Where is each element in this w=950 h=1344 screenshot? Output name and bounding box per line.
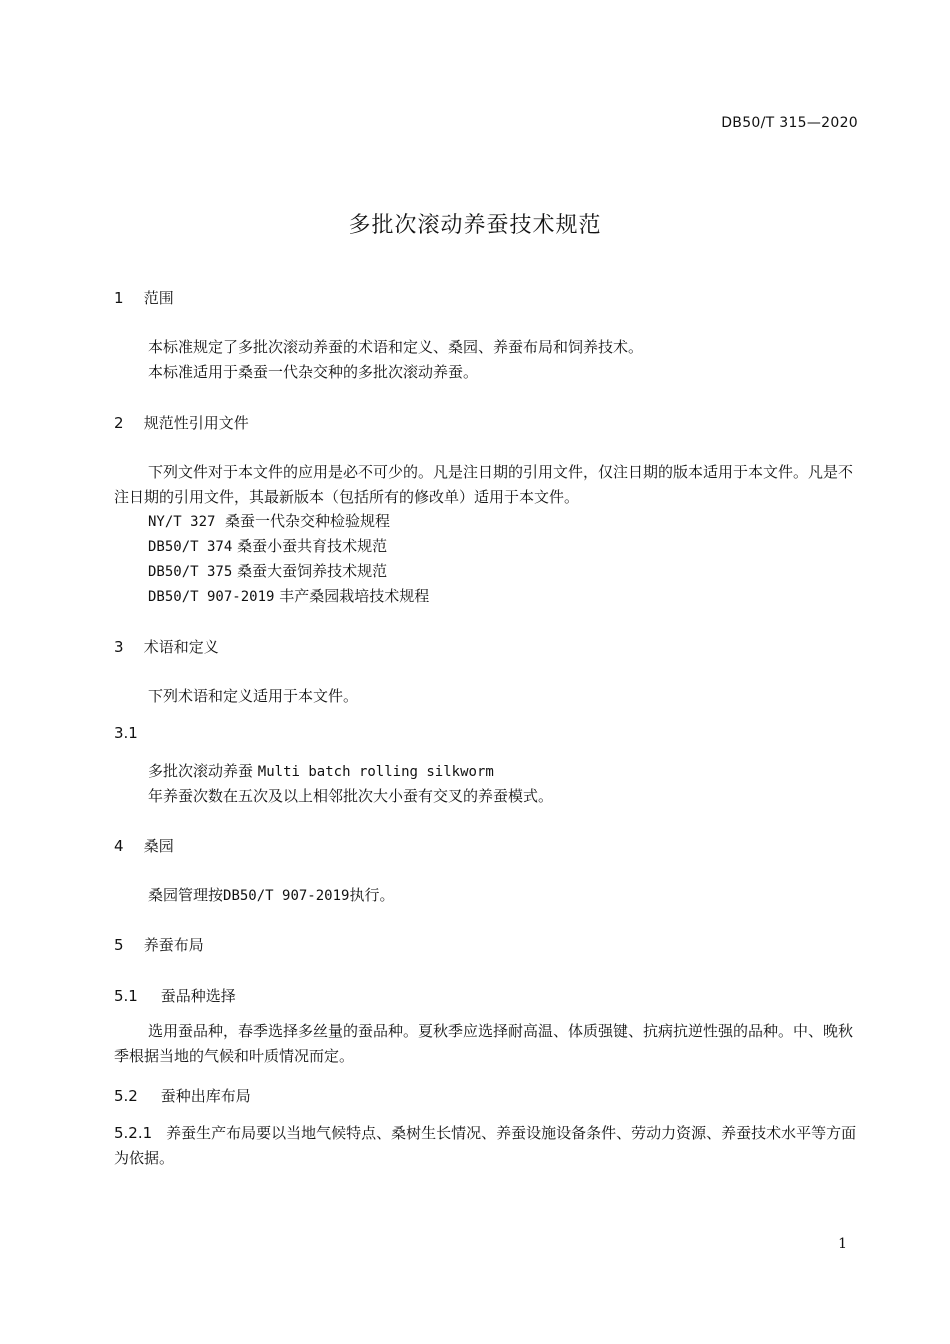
paragraph <box>148 884 394 905</box>
reference-title: 桑蚕大蚕饲养技术规范 <box>237 562 388 580</box>
section-number: 1 <box>114 289 124 307</box>
paragraph: 选用蚕品种，春季选择多丝量的蚕品种。夏秋季应选择耐高温、体质强键、抗病抗逆性强的品种。中、晚秋季根据当地的气候和叶质情况而定。 <box>114 1022 854 1065</box>
standard-code: DB50/T 907-2019 <box>223 888 350 904</box>
section-number: 5.1 <box>114 987 138 1005</box>
section-title: 规范性引用文件 <box>143 414 249 432</box>
document-title: 多批次滚动养蚕技术规范 <box>348 213 602 238</box>
paragraph: 本标准规定了多批次滚动养蚕的术语和定义、桑园、养蚕布局和饲养技术。 <box>148 338 644 356</box>
reference-item <box>148 510 390 531</box>
section-number: 5.2 <box>114 1087 138 1105</box>
section-title: 蚕品种选择 <box>160 987 236 1005</box>
term-english: Multi batch rolling silkworm <box>257 764 494 780</box>
paragraph-5-2-1 <box>114 1121 860 1171</box>
reference-item <box>148 585 429 606</box>
section-title: 蚕种出库布局 <box>160 1087 251 1105</box>
section-heading-5 <box>114 934 204 955</box>
section-heading-1 <box>114 287 174 308</box>
reference-code: DB50/T 375 <box>148 564 233 580</box>
clause-number: 5.2.1 <box>114 1124 153 1142</box>
reference-code: NY/T 327 <box>148 514 216 530</box>
text-run: 桑园管理按 <box>148 886 224 904</box>
section-title: 养蚕布局 <box>143 936 204 954</box>
reference-code: DB50/T 907-2019 <box>148 589 275 605</box>
section-number: 4 <box>114 837 124 855</box>
reference-title: 丰产桑园栽培技术规程 <box>279 587 430 605</box>
subsection-heading-5-2 <box>114 1085 251 1106</box>
term-entry <box>148 760 494 781</box>
paragraph: 下列文件对于本文件的应用是必不可少的。凡是注日期的引用文件，仅注日期的版本适用于本文件。凡是不注日期的引用文件，其最新版本（包括所有的修改单）适用于本文件。 <box>114 463 854 506</box>
standard-number: DB50/T 315—2020 <box>721 115 858 131</box>
text-run: 执行。 <box>349 886 395 904</box>
term-definition: 年养蚕次数在五次及以上相邻批次大小蚕有交叉的养蚕模式。 <box>148 787 554 805</box>
section-heading-2 <box>114 412 249 433</box>
section-heading-3 <box>114 636 219 657</box>
term-chinese: 多批次滚动养蚕 <box>148 762 254 780</box>
section-heading-4 <box>114 835 174 856</box>
reference-title: 桑蚕一代杂交种检验规程 <box>224 512 390 530</box>
section-number: 2 <box>114 414 124 432</box>
paragraph-text: 养蚕生产布局要以当地气候特点、桑树生长情况、养蚕设施设备条件、劳动力资源、养蚕技术水平等方面为依据。 <box>114 1124 857 1167</box>
reference-code: DB50/T 374 <box>148 539 233 555</box>
section-number: 5 <box>114 936 124 954</box>
paragraph: 本标准适用于桑蚕一代杂交种的多批次滚动养蚕。 <box>148 363 479 381</box>
section-title: 桑园 <box>143 837 174 855</box>
paragraph: 下列术语和定义适用于本文件。 <box>148 687 359 705</box>
section-number: 3 <box>114 638 124 656</box>
section-title: 术语和定义 <box>143 638 219 656</box>
section-title: 范围 <box>143 289 174 307</box>
page-number: 1 <box>838 1236 847 1252</box>
reference-item <box>148 535 387 556</box>
reference-title: 桑蚕小蚕共育技术规范 <box>237 537 388 555</box>
term-number: 3.1 <box>114 724 138 742</box>
subsection-heading-5-1 <box>114 985 236 1006</box>
reference-item <box>148 560 387 581</box>
